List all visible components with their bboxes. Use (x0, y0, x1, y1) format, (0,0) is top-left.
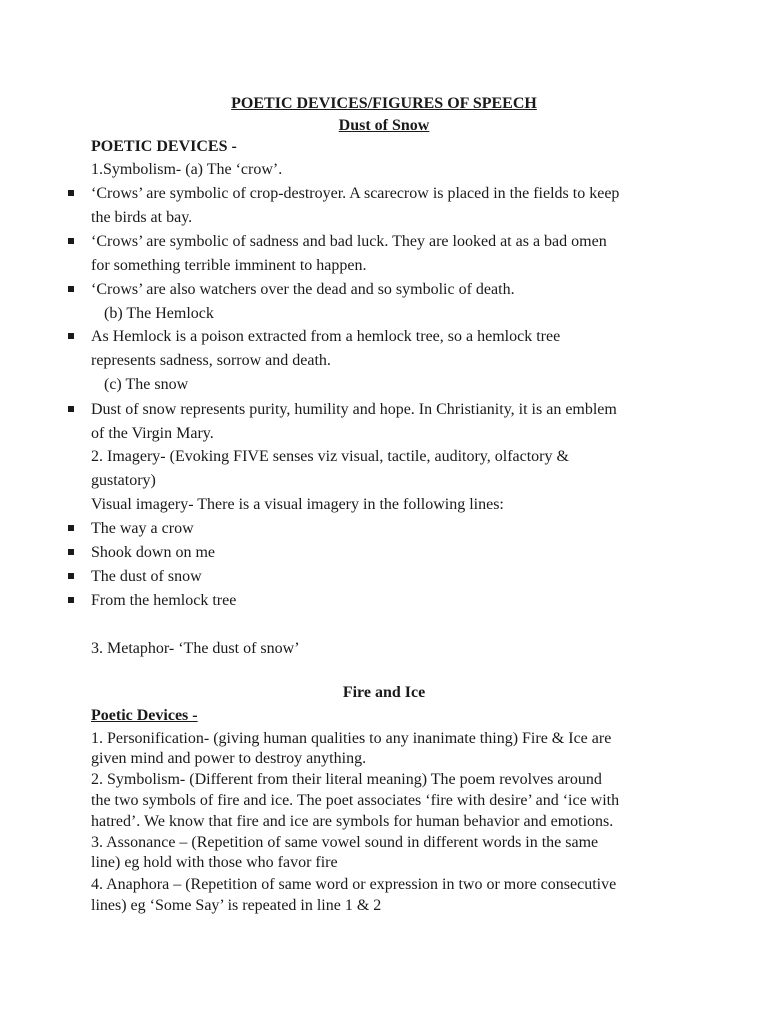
symbolism-line-3: hatred’. We know that fire and ice are symbols for human behavior and emotions. (91, 813, 614, 830)
crow-bullet-2-line-1: ‘Crows’ are symbolic of sadness and bad luck. They are looked at as a bad omen (91, 233, 607, 250)
bullet-icon (68, 333, 74, 339)
bullet-icon (68, 573, 74, 579)
poem-line-4: From the hemlock tree (91, 592, 237, 609)
symbolism-line-2: the two symbols of fire and ice. The poet associates ‘fire with desire’ and ‘ice with (91, 792, 620, 809)
snow-heading: (c) The snow (104, 376, 189, 393)
section-heading-poetic-devices: POETIC DEVICES - (91, 138, 237, 155)
poem-line-1: The way a crow (91, 520, 194, 537)
metaphor-text: 3. Metaphor- ‘The dust of snow’ (91, 640, 300, 657)
poem-title-fire-and-ice: Fire and Ice (342, 684, 426, 701)
bullet-icon (68, 549, 74, 555)
crow-bullet-1-line-1: ‘Crows’ are symbolic of crop-destroyer. A scarecrow is placed in the fields to keep (91, 185, 620, 202)
assonance-line-1: 3. Assonance – (Repetition of same vowel sound in different words in the same (91, 834, 599, 851)
crow-bullet-2-line-2: for something terrible imminent to happen. (91, 257, 367, 274)
assonance-line-2: line) eg hold with those who favor fire (91, 854, 338, 871)
anaphora-line-2: lines) eg ‘Some Say’ is repeated in line 1 & 2 (91, 897, 382, 914)
symbolism-intro: 1.Symbolism- (a) The ‘crow’. (91, 161, 283, 178)
hemlock-heading: (b) The Hemlock (104, 305, 214, 322)
bullet-icon (68, 286, 74, 292)
document-title: POETIC DEVICES/FIGURES OF SPEECH (231, 95, 537, 112)
symbolism-line-1: 2. Symbolism- (Different from their literal meaning) The poem revolves around (91, 771, 602, 788)
imagery-line-2: gustatory) (91, 472, 156, 489)
snow-bullet-line-1: Dust of snow represents purity, humility and hope. In Christianity, it is an emblem (91, 401, 617, 418)
poem-line-2: Shook down on me (91, 544, 215, 561)
visual-imagery-text: Visual imagery- There is a visual imagery in the following lines: (91, 496, 504, 513)
personification-line-1: 1. Personification- (giving human qualities to any inanimate thing) Fire & Ice are (91, 730, 612, 747)
crow-bullet-1-line-2: the birds at bay. (91, 209, 193, 226)
hemlock-bullet-line-2: represents sadness, sorrow and death. (91, 352, 331, 369)
anaphora-line-1: 4. Anaphora – (Repetition of same word or expression in two or more consecutive (91, 876, 617, 893)
imagery-line-1: 2. Imagery- (Evoking FIVE senses viz visual, tactile, auditory, olfactory & (91, 448, 569, 465)
poem-title-dust-of-snow: Dust of Snow (338, 117, 430, 134)
crow-bullet-3: ‘Crows’ are also watchers over the dead and so symbolic of death. (91, 281, 515, 298)
hemlock-bullet-line-1: As Hemlock is a poison extracted from a hemlock tree, so a hemlock tree (91, 328, 561, 345)
bullet-icon (68, 238, 74, 244)
poem-line-3: The dust of snow (91, 568, 202, 585)
section-heading-fire-and-ice: Poetic Devices - (91, 707, 198, 724)
bullet-icon (68, 190, 74, 196)
bullet-icon (68, 597, 74, 603)
personification-line-2: given mind and power to destroy anything. (91, 750, 367, 767)
bullet-icon (68, 406, 74, 412)
bullet-icon (68, 525, 74, 531)
snow-bullet-line-2: of the Virgin Mary. (91, 425, 214, 442)
